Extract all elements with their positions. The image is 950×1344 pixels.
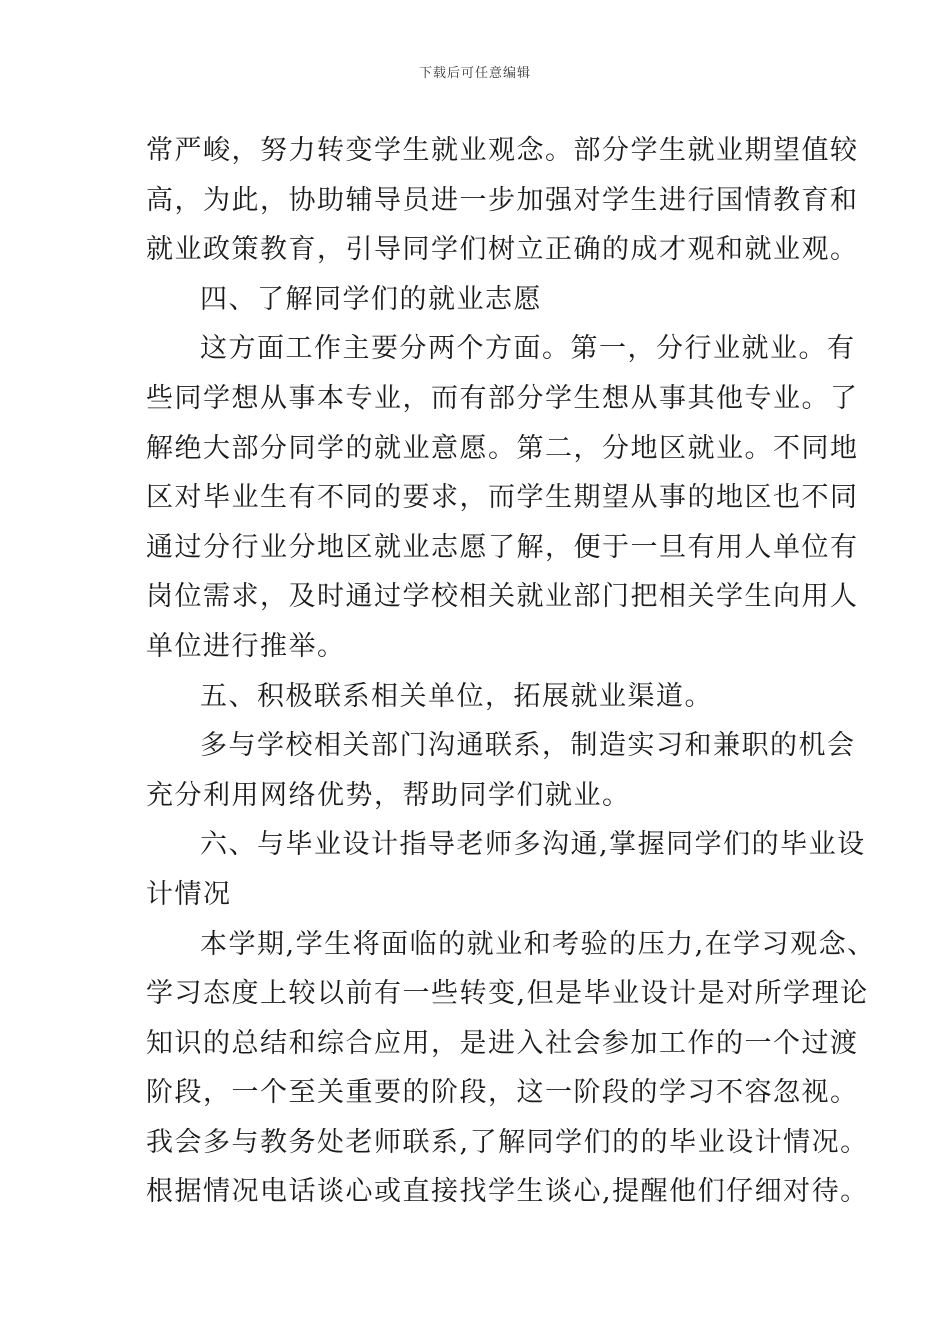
document-body xyxy=(146,126,876,1217)
body-line: 解绝大部分同学的就业意愿。第二，分地区就业。不同地 xyxy=(146,432,859,464)
body-line: 岗位需求，及时通过学校相关就业部门把相关学生向用人 xyxy=(146,581,859,613)
body-line: 充分利用网络优势，帮助同学们就业。 xyxy=(146,779,631,811)
body-line: 多与学校相关部门沟通联系，制造实习和兼职的机会 xyxy=(200,730,856,762)
body-line: 通过分行业分地区就业志愿了解，便于一旦有用人单位有 xyxy=(146,531,859,563)
body-line: 知识的总结和综合应用，是进入社会参加工作的一个过渡 xyxy=(146,1027,859,1059)
body-line: 高，为此，协助辅导员进一步加强对学生进行国情教育和 xyxy=(146,184,859,216)
body-line: 常严峻，努力转变学生就业观念。部分学生就业期望值较 xyxy=(146,135,859,166)
body-line: 单位进行推举。 xyxy=(146,630,346,662)
section-heading-4: 四、了解同学们的就业志愿 xyxy=(200,283,542,315)
body-line: 我会多与教务处老师联系,了解同学们的的毕业设计情况。 xyxy=(146,1126,869,1158)
body-line: 些同学想从事本专业，而有部分学生想从事其他专业。了 xyxy=(146,382,859,414)
body-line: 学习态度上较以前有一些转变,但是毕业设计是对所学理论 xyxy=(146,978,869,1010)
body-line: 阶段，一个至关重要的阶段，这一阶段的学习不容忽视。 xyxy=(146,1077,859,1109)
body-line: 根据情况电话谈心或直接找学生谈心,提醒他们仔细对待。 xyxy=(146,1176,869,1208)
section-heading-5: 五、积极联系相关单位，拓展就业渠道。 xyxy=(200,680,713,712)
body-line: 这方面工作主要分两个方面。第一，分行业就业。有 xyxy=(200,333,856,365)
body-line: 区对毕业生有不同的要求，而学生期望从事的地区也不同 xyxy=(146,482,859,514)
body-line: 本学期,学生将面临的就业和考验的压力,在学习观念、 xyxy=(200,928,876,960)
section-heading-6: 六、与毕业设计指导老师多沟通,掌握同学们的毕业设 xyxy=(200,829,866,861)
page-header: 下载后可任意编辑 xyxy=(418,66,531,81)
body-line: 就业政策教育，引导同学们树立正确的成才观和就业观。 xyxy=(146,234,859,266)
section-heading-6-cont: 计情况 xyxy=(146,878,232,910)
